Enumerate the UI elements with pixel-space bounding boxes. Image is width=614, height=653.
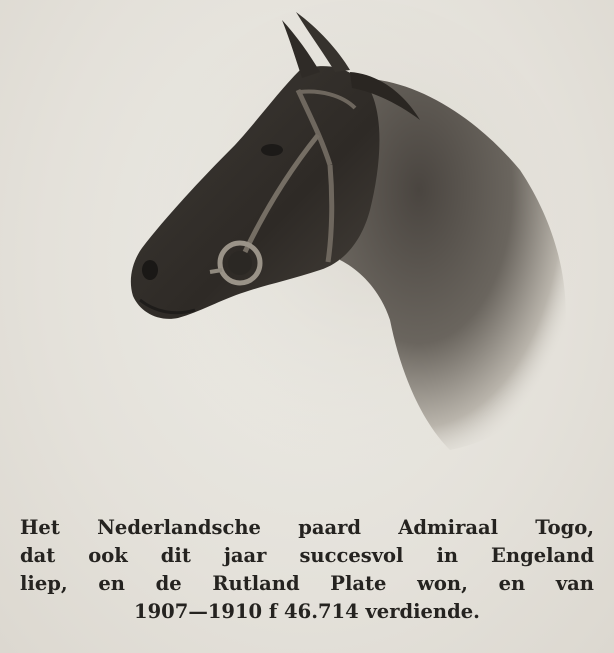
caption-line-1: Het Nederlandsche paard Admiraal Togo, xyxy=(20,516,594,539)
caption-line-4: 1907—1910 f 46.714 verdiende. xyxy=(134,600,480,623)
caption-line-3: liep, en de Rutland Plate won, en van xyxy=(20,572,594,595)
caption-line-2: dat ook dit jaar succesvol in Engeland xyxy=(20,544,594,567)
photo-caption xyxy=(20,514,594,626)
bridle-bit-center xyxy=(228,251,252,275)
horse-eye xyxy=(261,144,283,156)
horse-nostril xyxy=(142,260,158,280)
bridle-bit-bar xyxy=(210,270,222,272)
